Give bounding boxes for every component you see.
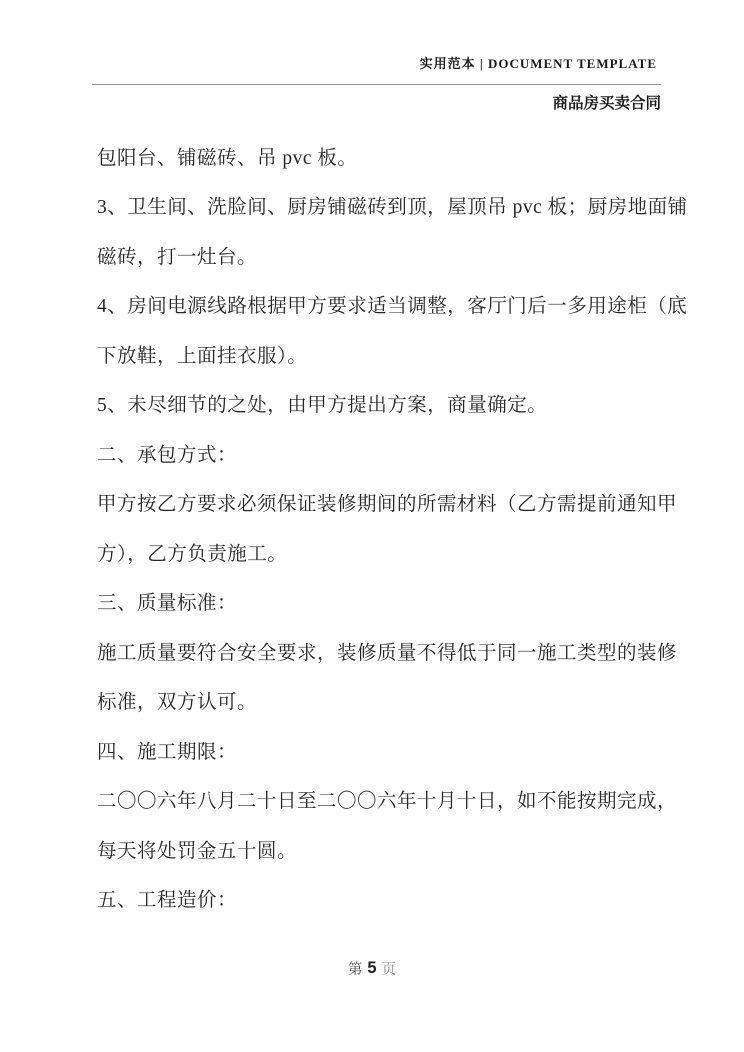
document-line: 五、工程造价： [97,890,238,912]
document-line: 下放鞋，上面挂衣服）。 [97,345,308,367]
page-number: 5 [367,959,377,977]
document-line: 甲方按乙方要求必须保证装修期间的所需材料（乙方需提前通知甲 [97,494,678,516]
page-footer [0,958,744,979]
document-line: 二、承包方式： [97,444,238,466]
document-line: 3、卫生间、洗脸间、厨房铺磁砖到顶，屋顶吊 pvc 板；厨房地面铺 [97,197,688,219]
document-line: 磁砖，打一灶台。 [97,246,258,268]
header-brand-text: 实用范本 | DOCUMENT TEMPLATE [419,56,657,71]
document-line: 包阳台、铺磁砖、吊 pvc 板。 [97,147,358,169]
page-number-suffix: 页 [381,962,397,978]
document-title: 商品房买卖合同 [552,95,661,112]
document-body [97,131,688,923]
document-line: 标准，双方认可。 [97,692,258,714]
document-line: 5、未尽细节的之处，由甲方提出方案，商量确定。 [97,395,548,417]
document-line: 施工质量要符合安全要求，装修质量不得低于同一施工类型的装修 [97,642,678,664]
header-divider [92,84,661,85]
page-number-prefix: 第 [347,962,363,978]
document-line: 二〇〇六年八月二十日至二〇〇六年十月十日，如不能按期完成， [97,791,678,813]
document-line: 三、质量标准： [97,593,238,615]
document-line: 方），乙方负责施工。 [97,543,288,565]
document-line: 四、施工期限： [97,741,238,763]
document-line: 每天将处罚金五十圆。 [97,840,298,862]
document-line: 4、房间电源线路根据甲方要求适当调整，客厅门后一多用途柜（底 [97,296,688,318]
